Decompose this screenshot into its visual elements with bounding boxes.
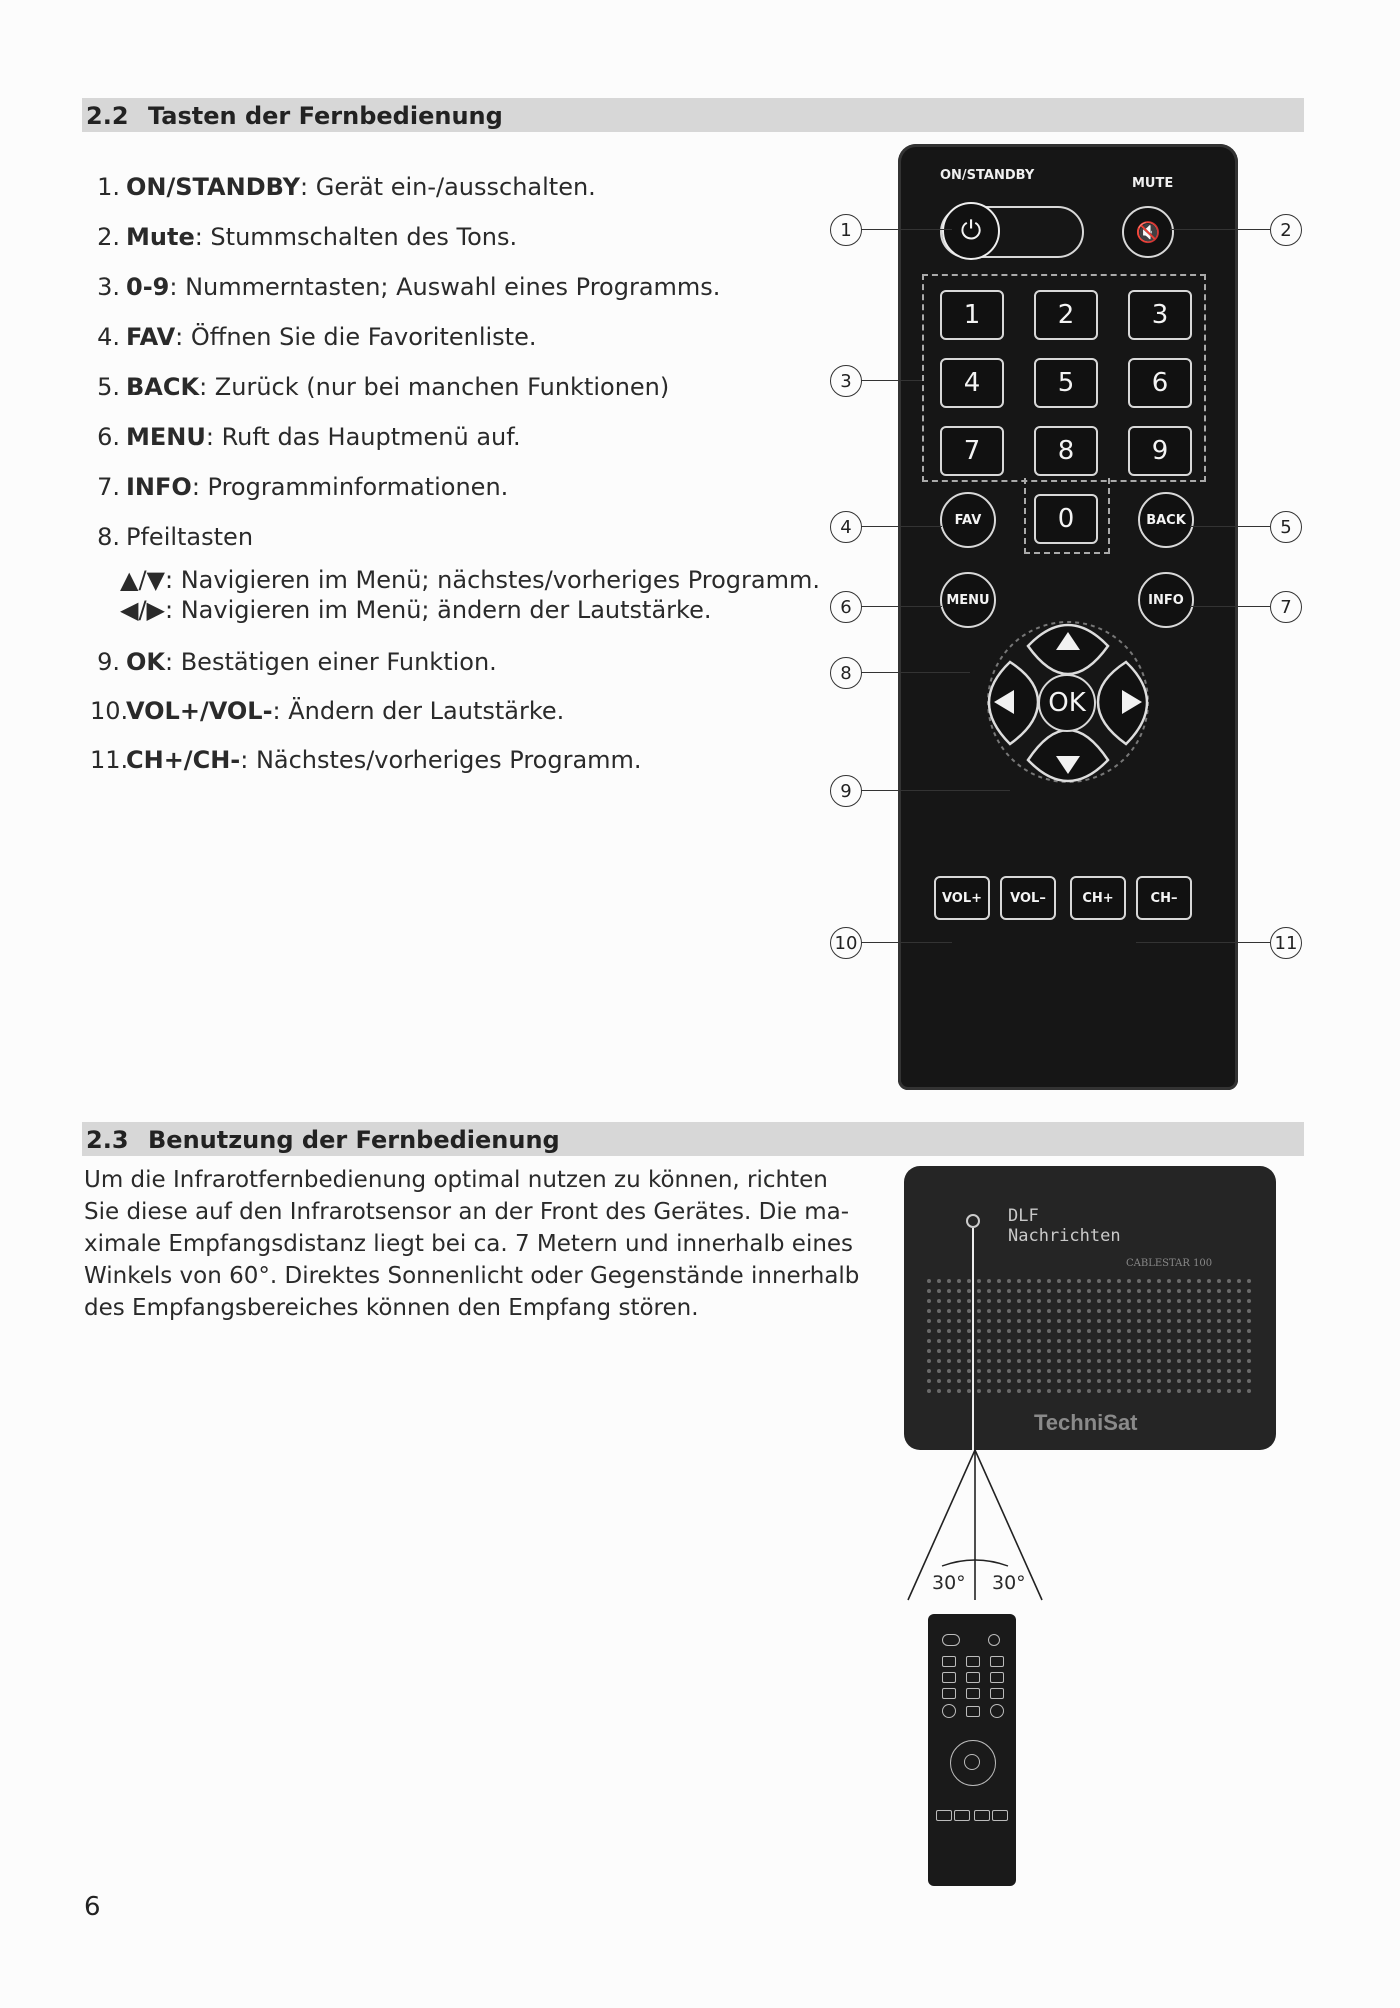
digit-4-button[interactable]: 4 (940, 358, 1004, 408)
list-item: 6. MENU: Ruft das Hauptmenü auf. (97, 423, 521, 451)
angle-diagram (890, 1450, 1060, 1610)
callout-7: 7 (1270, 591, 1302, 623)
arrow-leftright-line: ◀/▶: Navigieren im Menü; ändern der Lautstärke. (120, 596, 712, 624)
remote-control (898, 144, 1238, 1090)
usage-paragraph: Um die Infrarotfernbedienung optimal nutzen zu können, richten Sie diese auf den Infrarotsensor an der Front des Gerätes. Die ma- ximale Empfangsdistanz liegt bei ca. 7 Metern und innerhalb eines Winkels von 60°. Direktes Sonnenlicht oder Gegenstände innerhalb des Empfangsbereiches können den Empfang stören. (84, 1167, 860, 1321)
info-button[interactable]: INFO (1138, 572, 1194, 628)
callout-line (860, 672, 970, 673)
callout-10: 10 (830, 927, 862, 959)
section-number: 2.2 (86, 102, 129, 130)
callout-line (860, 380, 922, 381)
angle-right-label: 30° (992, 1572, 1026, 1594)
mini-mute-icon (988, 1634, 1000, 1646)
display-line-1: DLF (1008, 1206, 1039, 1226)
digit-2-button[interactable]: 2 (1034, 290, 1098, 340)
ok-button[interactable]: OK (1038, 674, 1096, 732)
power-button[interactable] (942, 202, 1000, 260)
digit-5-button[interactable]: 5 (1034, 358, 1098, 408)
mute-icon: 🔇 (1135, 220, 1161, 244)
callout-9: 9 (830, 775, 862, 807)
section-number: 2.3 (86, 1126, 129, 1154)
display-line-2: Nachrichten (1008, 1226, 1121, 1246)
page-number: 6 (84, 1892, 101, 1922)
list-item: 2. Mute: Stummschalten des Tons. (97, 223, 518, 251)
digit-1-button[interactable]: 1 (940, 290, 1004, 340)
callout-line (860, 229, 952, 230)
digit-8-button[interactable]: 8 (1034, 426, 1098, 476)
list-item: 1. ON/STANDBY: Gerät ein-/ausschalten. (97, 173, 596, 201)
digit-6-button[interactable]: 6 (1128, 358, 1192, 408)
back-button[interactable]: BACK (1138, 492, 1194, 548)
vol-minus-button[interactable]: VOL– (1000, 876, 1056, 920)
callout-3: 3 (830, 365, 862, 397)
ch-plus-button[interactable]: CH+ (1070, 876, 1126, 920)
section-header-2-3 (82, 1122, 1304, 1156)
callout-6: 6 (830, 591, 862, 623)
callout-4: 4 (830, 511, 862, 543)
callout-line (860, 942, 952, 943)
mute-label: MUTE (1132, 176, 1174, 191)
list-item: 10.VOL+/VOL-: Ändern der Lautstärke. (90, 697, 565, 725)
callout-line (860, 606, 942, 607)
callout-line (1170, 229, 1270, 230)
onstandby-label: ON/STANDBY (940, 168, 1035, 183)
list-item: 5. BACK: Zurück (nur bei manchen Funktionen) (97, 373, 670, 401)
callout-8: 8 (830, 657, 862, 689)
brand-logo: TechniSat (1034, 1410, 1138, 1435)
callout-11: 11 (1270, 927, 1302, 959)
section-title: Tasten der Fernbedienung (148, 102, 503, 130)
list-item: 3. 0-9: Nummerntasten; Auswahl eines Programms. (97, 273, 721, 301)
model-label: CABLESTAR 100 (1126, 1258, 1213, 1269)
section-header-2-2 (82, 98, 1304, 132)
ch-minus-button[interactable]: CH– (1136, 876, 1192, 920)
section-title: Benutzung der Fernbedienung (148, 1126, 560, 1154)
mini-remote (928, 1614, 1016, 1886)
ir-sensor-icon (966, 1214, 980, 1228)
callout-line (860, 526, 942, 527)
callout-1: 1 (830, 214, 862, 246)
callout-line (860, 790, 1010, 791)
fav-button[interactable]: FAV (940, 492, 996, 548)
vol-plus-button[interactable]: VOL+ (934, 876, 990, 920)
digit-9-button[interactable]: 9 (1128, 426, 1192, 476)
ir-axis-line (972, 1228, 974, 1450)
angle-left-label: 30° (932, 1572, 966, 1594)
list-item: 4. FAV: Öffnen Sie die Favoritenliste. (97, 323, 537, 351)
digit-0-button[interactable]: 0 (1034, 494, 1098, 544)
mini-power-icon (942, 1634, 960, 1646)
callout-line (1190, 606, 1270, 607)
digit-7-button[interactable]: 7 (940, 426, 1004, 476)
list-item: 11.CH+/CH-: Nächstes/vorheriges Programm. (90, 746, 642, 774)
list-item: 9. OK: Bestätigen einer Funktion. (97, 648, 497, 676)
arrow-updown-line: ▲/▼: Navigieren im Menü; nächstes/vorheriges Programm. (120, 566, 820, 594)
menu-button[interactable]: MENU (940, 572, 996, 628)
callout-2: 2 (1270, 214, 1302, 246)
power-icon: ⏻ (960, 215, 982, 246)
callout-line (1190, 526, 1270, 527)
callout-line (1136, 942, 1270, 943)
list-item: 8. Pfeiltasten (97, 523, 254, 551)
list-item: 7. INFO: Programminformationen. (97, 473, 509, 501)
digit-3-button[interactable]: 3 (1128, 290, 1192, 340)
mute-button[interactable] (1122, 206, 1174, 258)
callout-5: 5 (1270, 511, 1302, 543)
receiver-device (904, 1166, 1276, 1450)
